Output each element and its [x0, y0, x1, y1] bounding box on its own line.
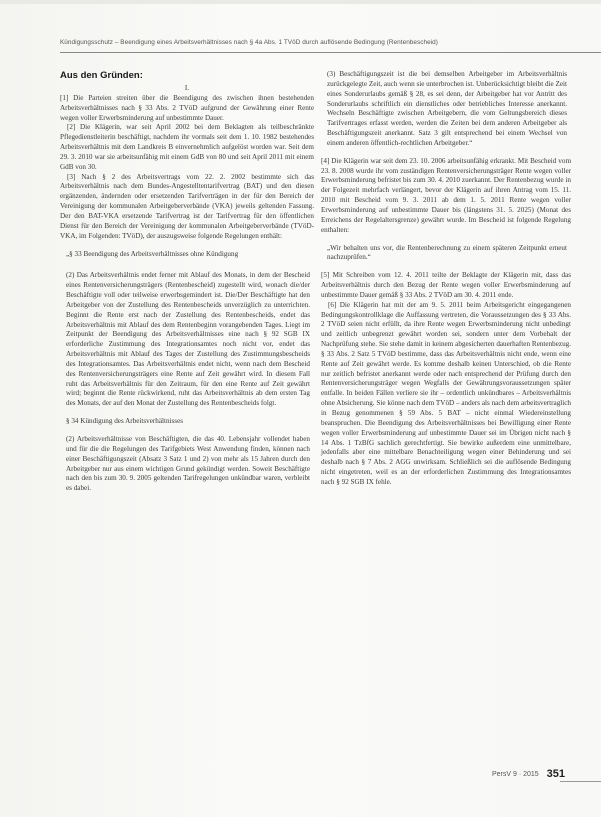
paragraph-3: [3] Nach § 2 des Arbeitsvertrags vom 22. 2. 2002 bestimmte sich das Arbeitsverhältnis nach dem Bundes-Angestelltentarifvertrag (BAT) und den diesen ergänzenden, ändernden oder ersetzenden Tarifverträgen in der für den Bereich der Vereinigung der kommunalen Arbeitgeberverbände (VKA) jeweils geltenden Fassung. Der den BAT-VKA ersetzende Tarifvertrag ist der Tarifvertrag für den öffentlichen Dienst für den Bereich der Vereinigung der kommunalen Arbeitgeberverbände (TVöD-VKA, im Folgenden: TVöD), der auszugsweise folgende Regelungen enthält: — [60, 172, 314, 240]
section-number: I. — [184, 84, 190, 92]
paragraph-1: [1] Die Parteien streiten über die Beendigung des zwischen ihnen bestehenden Arbeitsverhältnisses nach § 33 Abs. 2 TVöD aufgrund der Gewährung einer Rente wegen voller Erwerbsminderung auf unbestimmte Dauer. — [60, 93, 314, 122]
left-column — [60, 70, 314, 494]
page-footer — [492, 768, 565, 780]
paragraph-5: [5] Mit Schreiben vom 12. 4. 2011 teilte der Beklagte der Klägerin mit, dass das Arbeitsverhältnis durch den Bezug der Rente wegen voller Erwerbsminderung auf unbestimmte Dauer gemäß § 33 Abs. 2 TVöD am 30. 4. 2011 ende. — [321, 271, 571, 299]
quote-rentenbescheid: „Wir behalten uns vor, die Rentenberechnung zu einem späteren Zeitpunkt erneut nachzuprüfen.“ — [327, 243, 567, 262]
running-head: Kündigungsschutz – Beendigung eines Arbeitsverhältnisses nach § 4a Abs. 1 TVöD durch auflösende Bedingung (Rentenbescheid) — [60, 39, 438, 46]
header-rule — [60, 52, 601, 53]
paragraph-4: [4] Die Klägerin war seit dem 23. 10. 2006 arbeitsunfähig erkrankt. Mit Bescheid vom 23. 8. 2008 wurde ihr vom zuständigen Rentenversicherungsträger Rente wegen voller Erwerbsminderung befristet bis zum 30. 4. 2010 zuerkannt. Der Rentenbezug wurde in der Folgezeit mehrfach verlängert, bevor der Klägerin auf ihren Antrag vom 15. 11. 2010 mit Bescheid vom 9. 3. 2011 ab dem 1. 5. 2011 Rente wegen voller Erwerbsminderung auf unbestimmte Dauer bis (längstens 31. 5. 2025) (Monat des Erreichens der Regelaltersgrenze) gewährt wurde. Im Bescheid ist folgende Regelung enthalten: — [321, 156, 571, 234]
page-edge — [0, 0, 601, 4]
quote-34-3: (3) Beschäftigungszeit ist die bei demselben Arbeitgeber im Arbeitsverhältnis zurückgelegte Zeit, auch wenn sie unterbrochen ist. Unberücksichtigt bleibt die Zeit eines Sonderurlaubs gemäß § 28, es sei denn, der Arbeitgeber hat vor Antritt des Sonderurlaubs schriftlich ein dienstliches oder betriebliches Interesse anerkannt. Wechseln Beschäftigte zwischen Arbeitgebern, die vom Geltungsbereich dieses Tarifvertrages erfasst werden, werden die Zeiten bei dem anderen Arbeitgeber als Beschäftigungszeit anerkannt. Satz 3 gilt entsprechend bei einem Wechsel von einem anderen öffentlich-rechtlichen Arbeitgeber.“ — [327, 70, 567, 147]
section-heading: Aus den Gründen: — [60, 70, 143, 81]
footer-rule — [560, 781, 601, 782]
quote-heading-33: „§ 33 Beendigung des Arbeitsverhältnisses ohne Kündigung — [66, 249, 239, 258]
quote-34-2: (2) Arbeitsverhältnisse von Beschäftigten, die das 40. Lebensjahr vollendet haben und für die die Regelungen des Tarifgebiets West Anwendung finden, können nach einer Beschäftigungszeit (Absatz 3 Satz 1 und 2) von mehr als 15 Jahren durch den Arbeitgeber nur aus einem wichtigen Grund gekündigt werden. Soweit Beschäftigte nach den bis zum 30. 9. 2005 geltenden Tarifregelungen unkündbar waren, verbleibt es dabei. — [66, 435, 310, 493]
paragraph-6: [6] Die Klägerin hat mit der am 9. 5. 2011 beim Arbeitsgericht eingegangenen Bedingungskontrollklage die Auffassung vertreten, die Voraussetzungen des § 33 Abs. 2 TVöD seien nicht erfüllt, da ihre Rente wegen Erwerbsminderung nicht unbedingt und zeitlich unbegrenzt gewährt worden sei, sondern unter dem Vorbehalt der Nachprüfung stehe. Sie stehe damit in keinem abgesicherten dauerhaften Rentenbezug. § 33 Abs. 2 Satz 5 TVöD bestimme, dass das Arbeitsverhältnis nicht ende, wenn eine Rente auf Zeit gewährt werde. Es komme deshalb keinen Unterschied, ob die Rente nur zeitlich befristet anerkannt werde oder nach entsprechend der Prüfung durch den Rentenversicherungsträger wegen Wegfalls der Gewährungsvoraussetzungen später entfalle. In beiden Fällen verliere sie ihr – ordentlich unkündbares – Arbeitsverhältnis ohne Absicherung. Sie könne nach dem TVöD – anders als nach dem arbeitsvertraglich in Bezug genommenen § 59 Abs. 5 BAT – nicht einmal Wiedereinstellung beanspruchen. Die Beendigung des Arbeitsverhältnisses bei Bewilligung einer Rente wegen voller Erwerbsminderung auf unbestimmte Dauer sei im Übrigen nicht nach § 14 Abs. 1 TzBfG sachlich gerechtfertigt. Sie bewirke außerdem eine unmittelbare, jedenfalls aber eine mittelbare Benachteiligung wegen einer Behinderung und sei deshalb nach § 7 Abs. 2 AGG unwirksam. Schließlich sei die auflösende Bedingung nicht eingetreten, weil es an der erforderlichen Zustimmung des Integrationsamtes nach § 92 SGB IX fehle. — [321, 300, 571, 486]
right-column — [321, 70, 571, 488]
paragraph-2: [2] Die Klägerin, war seit April 2002 bei dem Beklagten als teilbeschränkte Pflegedienstleiterin beschäftigt, nachdem ihr vormals seit dem 1. 10. 1982 bestehendes Arbeitsverhältnis mit dem Landkreis B einvernehmlich aufgelöst worden war. Seit dem 29. 3. 2010 war sie arbeitsunfähig mit einem GdB von 80 und seit April 2011 mit einem GdB von 30. — [60, 123, 314, 171]
quote-heading-34: § 34 Kündigung des Arbeitsverhältnisses — [66, 417, 184, 426]
journal-reference: PersV 9 · 2015 — [491, 771, 539, 778]
quote-33-2: (2) Das Arbeitsverhältnis endet ferner mit Ablauf des Monats, in dem der Bescheid eines Rentenversicherungsträgers (Rentenbescheid) zugestellt wird, wonach die/der Beschäftigte voll oder teilweise erwerbsgemindert ist. Die/Der Beschäftigte hat den Arbeitgeber von der Zustellung des Rentenbescheids unverzüglich zu unterrichten. Beginnt die Rente erst nach der Zustellung des Rentenbescheids, endet das Arbeitsverhältnis mit Ablauf des dem Rentenbeginn vorangehenden Tages. Liegt im Zeitpunkt der Beendigung des Arbeitsverhältnisses eine nach § 92 SGB IX erforderliche Zustimmung des Integrationsamtes noch nicht vor, endet das Arbeitsverhältnis mit Ablauf des Tages der Zustellung des Zustimmungsbescheids des Integrationsamtes. Das Arbeitsverhältnis endet nicht, wenn nach dem Bescheid des Rentenversicherungsträgers eine Rente auf Zeit gewährt wird. In diesem Fall ruht das Arbeitsverhältnis für den Zeitraum, für den eine Rente auf Zeit gewährt wird; beginnt die Rente rückwirkend, ruht das Arbeitsverhältnis ab dem ersten Tag des Monats, der auf den Monat der Zustellung des Rentenbescheids folgt. — [66, 271, 310, 408]
page-number: 351 — [546, 768, 565, 780]
